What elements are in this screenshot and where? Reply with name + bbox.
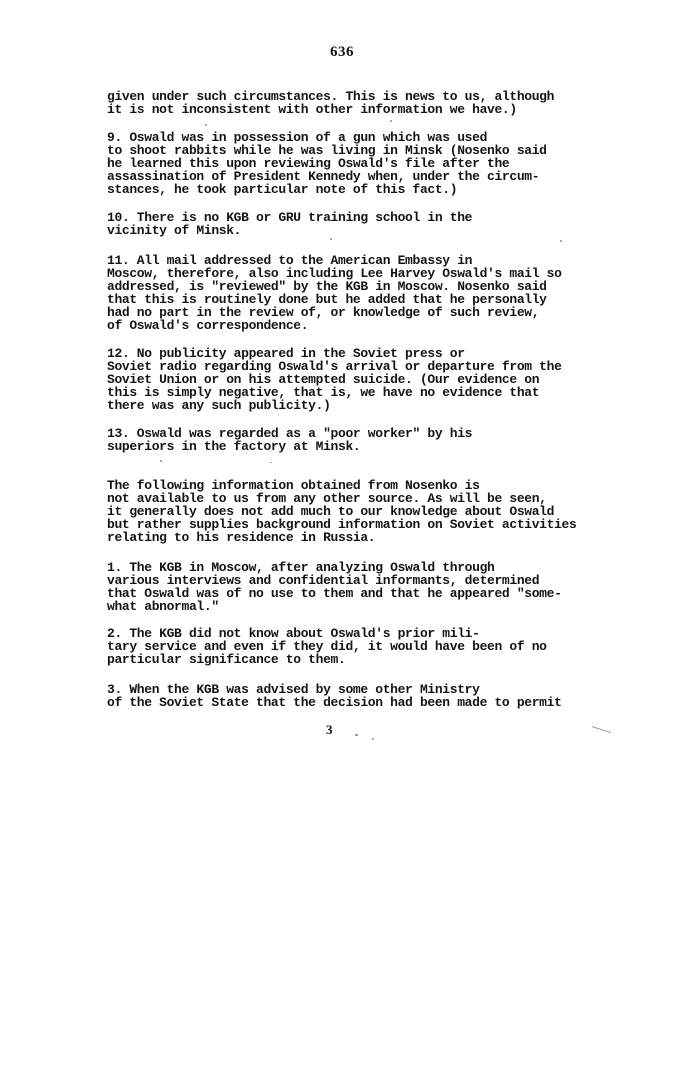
- item-2: 2. The KGB did not know about Oswald's prior mili- tary service and even if they did, it would have been of no particular significance to them.: [107, 626, 547, 667]
- scan-speck: [390, 120, 392, 122]
- item-13: 13. Oswald was regarded as a "poor worker" by his superiors in the factory at Minsk.: [107, 426, 473, 454]
- intro-paragraph: The following information obtained from Nosenko is not available to us from any other source. As will be seen, it generally does not add much to our knowledge about Oswald but rather supplies background information on Soviet activities relating to his residence in Russia.: [107, 478, 577, 545]
- item-11: 11. All mail addressed to the American Embassy in Moscow, therefore, also including Lee Harvey Oswald's mail so addressed, is "reviewed" by the KGB in Moscow. Nosenko said that this is routinely done but he added that he personally had no part in the review of, or knowledge of such review, of Oswald's correspondence.: [107, 253, 562, 333]
- scan-speck: [330, 238, 332, 240]
- page-number-bottom: 3: [326, 722, 333, 737]
- item-10: 10. There is no KGB or GRU training school in the vicinity of Minsk.: [107, 210, 473, 238]
- opening-paragraph: given under such circumstances. This is news to us, although it is not inconsistent with other information we have.): [107, 89, 555, 117]
- item-1: 1. The KGB in Moscow, after analyzing Oswald through various interviews and confidential informants, determined that Oswald was of no use to them and that he appeared "some- what abnormal.": [107, 560, 562, 614]
- item-9: 9. Oswald was in possession of a gun which was used to shoot rabbits while he was living in Minsk (Nosenko said he learned this upon reviewing Oswald's file after the assassination of President Kennedy when, under the circum- stances, he took particular note of this fact.): [107, 130, 547, 197]
- scan-speck: [205, 124, 207, 126]
- scan-speck: [372, 738, 374, 740]
- scan-speck: [270, 462, 272, 463]
- scan-mark: [592, 726, 611, 733]
- item-3: 3. When the KGB was advised by some other Ministry of the Soviet State that the decision had been made to permit: [107, 682, 562, 710]
- scan-speck: [160, 460, 162, 462]
- page-number-top: 636: [330, 44, 354, 60]
- item-12: 12. No publicity appeared in the Soviet press or Soviet radio regarding Oswald's arrival or departure from the Soviet Union or on his attempted suicide. (Our evidence on this is simply negative, that is, we have no evidence that there was any such publicity.): [107, 346, 562, 413]
- scan-speck: [355, 734, 358, 736]
- scan-speck: [560, 240, 562, 242]
